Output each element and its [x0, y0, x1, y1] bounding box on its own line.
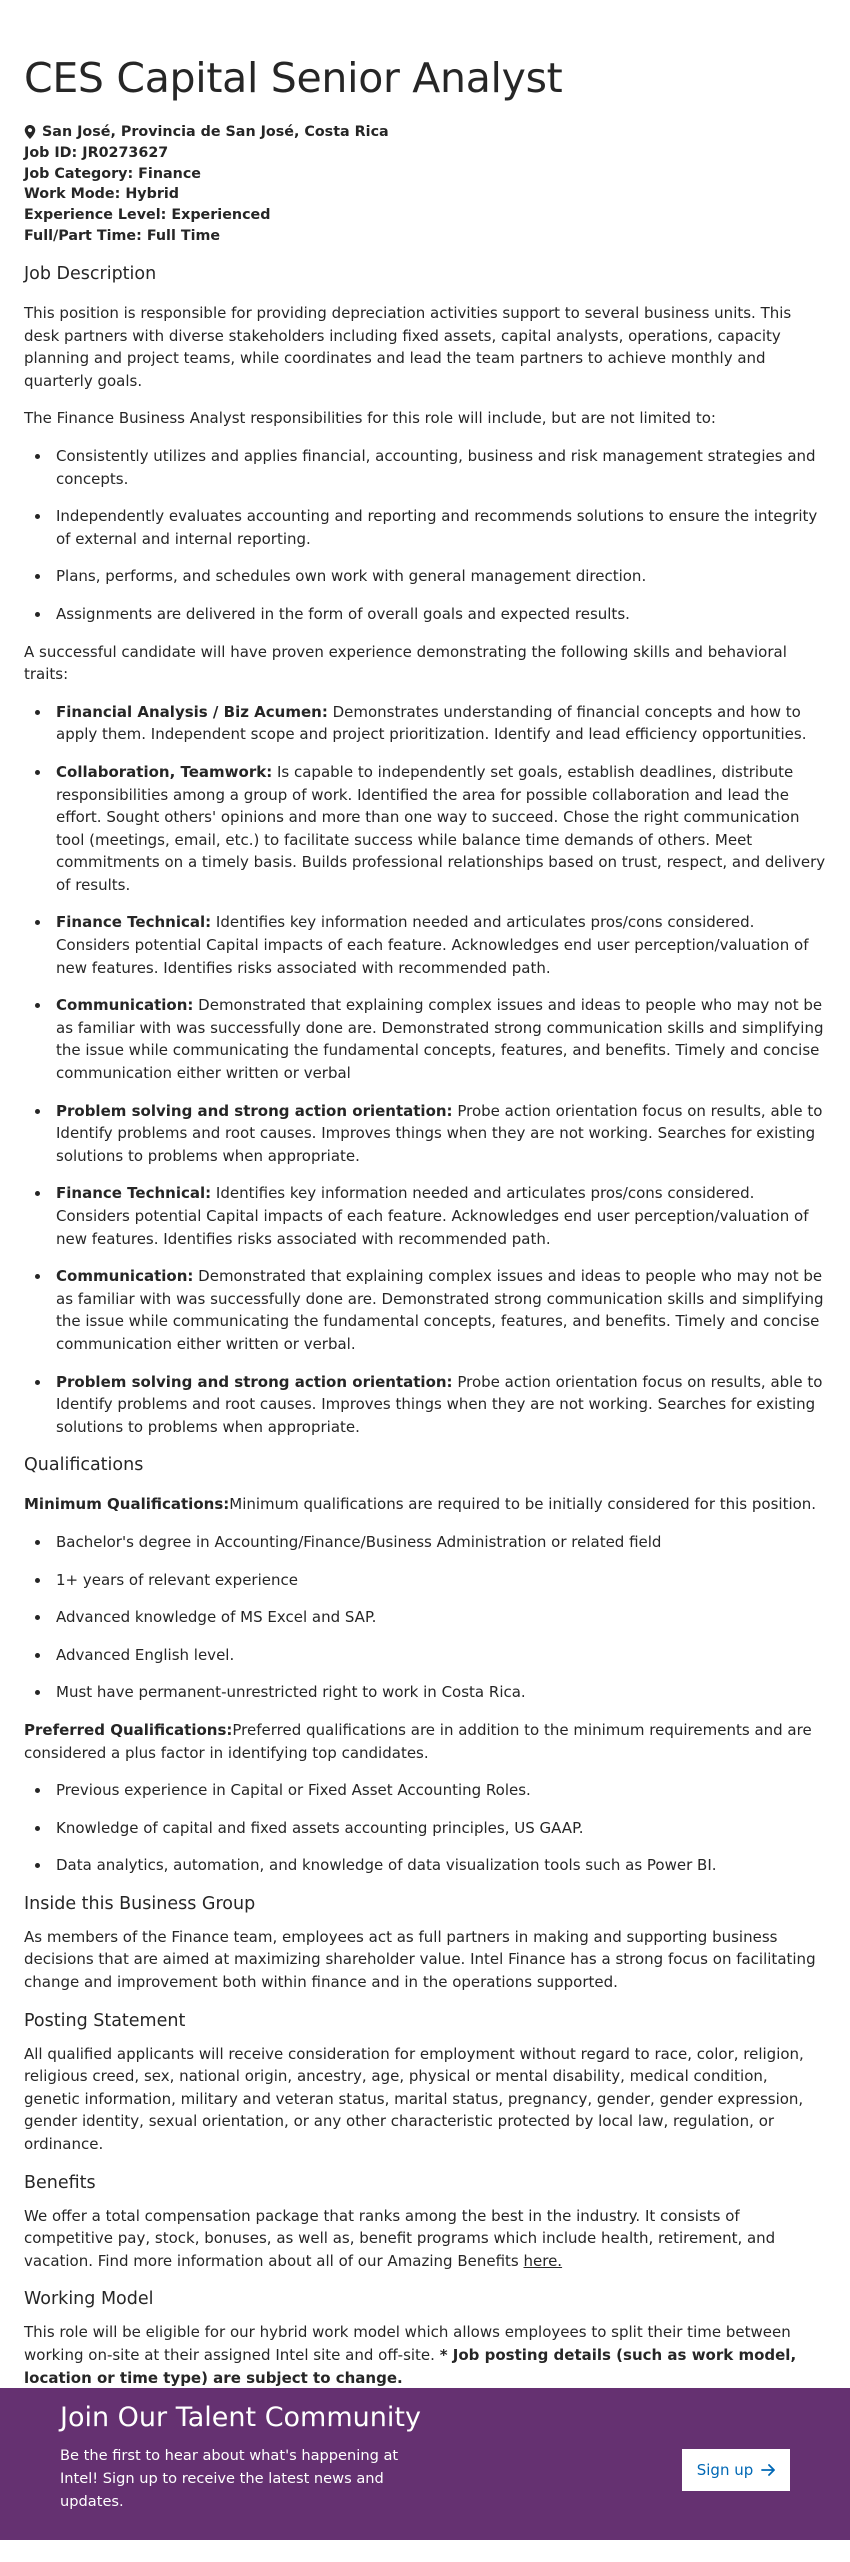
- list-item: Independently evaluates accounting and reporting and recommends solutions to ensure the integrity of external and internal reporting.: [56, 505, 826, 550]
- responsibilities-list: [24, 445, 826, 626]
- job-id-row: [24, 143, 389, 164]
- pref-qualifications-list: [24, 1779, 826, 1877]
- list-item: [56, 701, 826, 746]
- working-model-paragraph: [24, 2321, 826, 2389]
- trait-name: Finance Technical:: [56, 913, 212, 932]
- job-description-intro: This position is responsible for providing depreciation activities support to several business units. This desk partners with diverse stakeholders including fixed assets, capital analysts, operations, capacity planning and project teams, while coordinates and lead the team partners to achieve monthly and quarterly goals.: [24, 304, 792, 390]
- trait-name: Problem solving and strong action orientation:: [56, 1372, 453, 1391]
- trait-text: Identifies key information needed and articulates pros/cons considered. Considers potential Capital impacts of each feature. Acknowledges end user perception/valuation of new features. Identifies risks associated with recommended path.: [56, 1184, 809, 1248]
- list-item: [56, 1182, 826, 1250]
- list-item: 1+ years of relevant experience: [56, 1569, 826, 1592]
- list-item: Previous experience in Capital or Fixed Asset Accounting Roles.: [56, 1779, 826, 1802]
- trait-name: Communication:: [56, 996, 194, 1015]
- benefits-paragraph: [24, 2205, 826, 2273]
- working-model-text: This role will be eligible for our hybrid work model which allows employees to split their time between working on-site at their assigned Intel site and off-site.: [24, 2323, 791, 2364]
- working-model-heading: Working Model: [24, 2289, 154, 2310]
- job-content: [24, 262, 826, 2404]
- trait-name: Financial Analysis / Biz Acumen:: [56, 702, 328, 721]
- talent-community-banner: [0, 2388, 850, 2540]
- min-qualifications-list: [24, 1531, 826, 1704]
- benefits-here-link[interactable]: here.: [523, 2251, 563, 2270]
- sign-up-button[interactable]: [682, 2449, 790, 2491]
- list-item: Bachelor's degree in Accounting/Finance/Business Administration or related field: [56, 1531, 826, 1554]
- list-item: Data analytics, automation, and knowledge of data visualization tools such as Power BI.: [56, 1854, 826, 1877]
- list-item: Consistently utilizes and applies financial, accounting, business and risk management strategies and concepts.: [56, 445, 826, 490]
- list-item: Must have permanent-unrestricted right to work in Costa Rica.: [56, 1681, 826, 1704]
- business-group-heading: Inside this Business Group: [24, 1893, 256, 1914]
- job-category-row: [24, 164, 389, 185]
- arrow-right-icon: [761, 2464, 775, 2476]
- job-id-value: JR0273627: [82, 144, 169, 161]
- job-location-text: San José, Provincia de San José, Costa Rica: [42, 124, 389, 140]
- traits-intro: A successful candidate will have proven experience demonstrating the following skills and behavioral traits:: [24, 642, 787, 684]
- traits-list: [24, 701, 826, 1439]
- posting-statement-heading: Posting Statement: [24, 2010, 186, 2031]
- working-model-disclaimer: * Job posting details (such as work model, location or time type) are subject to change.: [24, 2346, 797, 2387]
- job-category-value: Finance: [138, 165, 201, 182]
- list-item: [56, 761, 826, 897]
- list-item: Assignments are delivered in the form of overall goals and expected results.: [56, 603, 826, 626]
- benefits-text: We offer a total compensation package that ranks among the best in the industry. It consists of competitive pay, stock, bonuses, as well as, benefit programs which include health, retirement, and vacation. Find more information about all of our Amazing Benefits: [24, 2206, 776, 2270]
- job-category-label: Job Category:: [24, 165, 134, 182]
- map-pin-icon: [24, 125, 36, 139]
- list-item: [56, 1371, 826, 1439]
- list-item: Advanced knowledge of MS Excel and SAP.: [56, 1606, 826, 1629]
- list-item: [56, 911, 826, 979]
- talent-community-text: Be the first to hear about what's happening at Intel! Sign up to receive the latest news and updates.: [60, 2447, 399, 2510]
- trait-name: Finance Technical:: [56, 1184, 212, 1203]
- work-mode-label: Work Mode:: [24, 186, 121, 203]
- posting-statement-text: All qualified applicants will receive consideration for employment without regard to race, color, religion, religious creed, sex, national origin, ancestry, age, physical or mental disability, medical condition, genetic information, military and veteran status, marital status, pregnancy, gender, gender expression, gender identity, sexual orientation, or any other characteristic protected by local law, regulation, or ordinance.: [24, 2044, 804, 2154]
- trait-name: Problem solving and strong action orientation:: [56, 1101, 453, 1120]
- job-title: CES Capital Senior Analyst: [24, 54, 563, 102]
- trait-text: Probe action orientation focus on results, able to Identify problems and root causes. Improves things when they are not working. Searches for existing solutions to problems when appropriate.: [56, 1372, 823, 1436]
- job-location: [24, 122, 389, 143]
- sign-up-label: Sign up: [696, 2461, 754, 2479]
- trait-name: Communication:: [56, 1267, 194, 1286]
- full-part-time-row: [24, 226, 389, 247]
- work-mode-value: Hybrid: [125, 186, 180, 203]
- trait-text: Demonstrates understanding of financial concepts and how to apply them. Independent scope and project prioritization. Identify and lead efficiency opportunities.: [56, 702, 807, 744]
- pref-qualifications-text: Preferred qualifications are in addition to the minimum requirements and are considered a plus factor in identifying top candidates.: [24, 1720, 812, 1762]
- list-item: Plans, performs, and schedules own work with general management direction.: [56, 565, 826, 588]
- list-item: Advanced English level.: [56, 1644, 826, 1667]
- pref-qualifications-intro: [24, 1719, 826, 1764]
- pref-qualifications-label: Preferred Qualifications:: [24, 1720, 233, 1739]
- trait-text: Demonstrated that explaining complex issues and ideas to people who may not be as familiar with was successfully done are. Demonstrated strong communication skills and simplifying the issue while communicating the fundamental concepts, features, and benefits. Timely and concise communication either written or verbal.: [56, 1267, 824, 1353]
- min-qualifications-text: Minimum qualifications are required to be initially considered for this position.: [229, 1495, 817, 1514]
- qualifications-heading: Qualifications: [24, 1455, 144, 1476]
- list-item: [56, 1265, 826, 1355]
- trait-text: Probe action orientation focus on results, able to Identify problems and root causes. Improves things when they are not working. Searches for existing solutions to problems when appropriate.: [56, 1101, 823, 1165]
- list-item: [56, 1100, 826, 1168]
- trait-text: Identifies key information needed and articulates pros/cons considered. Considers potential Capital impacts of each feature. Acknowledges end user perception/valuation of new features. Identifies risks associated with recommended path.: [56, 913, 809, 977]
- job-description-heading: Job Description: [24, 264, 157, 284]
- business-group-text: As members of the Finance team, employees act as full partners in making and supporting business decisions that are aimed at maximizing shareholder value. Intel Finance has a strong focus on facilitating change and improvement both within finance and in the operations supported.: [24, 1927, 816, 1992]
- experience-level-value: Experienced: [171, 207, 271, 224]
- full-part-time-value: Full Time: [146, 227, 221, 244]
- experience-level-label: Experience Level:: [24, 207, 167, 224]
- job-id-label: Job ID:: [24, 144, 78, 161]
- experience-level-row: [24, 205, 389, 226]
- trait-name: Collaboration, Teamwork:: [56, 762, 273, 781]
- talent-community-heading: Join Our Talent Community: [60, 2402, 421, 2433]
- job-meta: [24, 122, 389, 247]
- min-qualifications-intro: [24, 1493, 826, 1516]
- benefits-heading: Benefits: [24, 2172, 96, 2193]
- list-item: [56, 994, 826, 1084]
- full-part-time-label: Full/Part Time:: [24, 227, 142, 244]
- work-mode-row: [24, 184, 389, 205]
- trait-text: Is capable to independently set goals, establish deadlines, distribute responsibilities among a group of work. Identified the area for possible collaboration and lead the effort. Sought others' opinions and more than one way to succeed. Chose the right communication tool (meetings, email, etc.) to facilitate success while balance time demands of others. Meet commitments on a timely basis. Builds professional relationships based on trust, respect, and delivery of results.: [56, 762, 826, 894]
- trait-text: Demonstrated that explaining complex issues and ideas to people who may not be as familiar with was successfully done are. Demonstrated strong communication skills and simplifying the issue while communicating the fundamental concepts, features, and benefits. Timely and concise communication either written or verbal: [56, 996, 824, 1083]
- list-item: Knowledge of capital and fixed assets accounting principles, US GAAP.: [56, 1817, 826, 1840]
- min-qualifications-label: Minimum Qualifications:: [24, 1495, 230, 1514]
- responsibilities-intro: The Finance Business Analyst responsibilities for this role will include, but are not limited to:: [24, 409, 716, 428]
